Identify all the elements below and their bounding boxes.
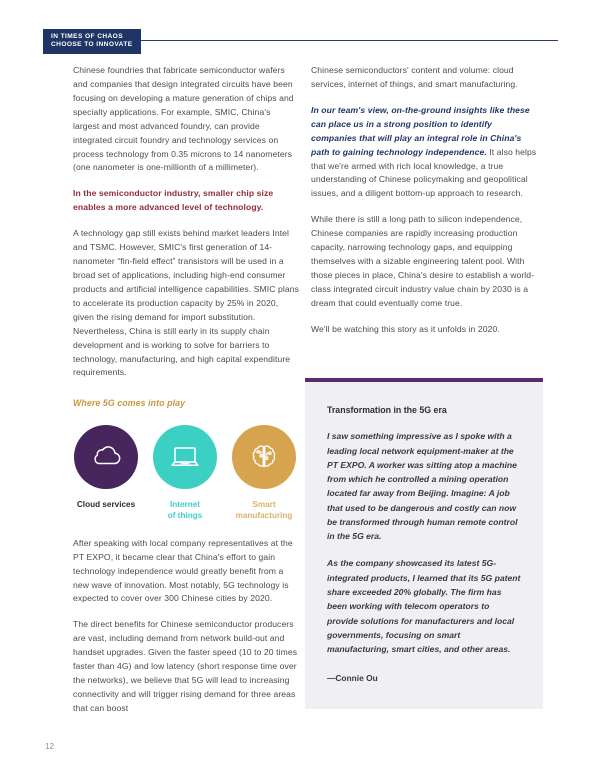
right-column (311, 64, 537, 337)
feature-internet-of-things (152, 425, 218, 521)
left-paragraph-2: A technology gap still exists behind market leaders Intel and TSMC. However, SMIC's first generation of 14-nanometer “fin-field effect” transistors will be used in a broad set of applications, including high-end consumer products and artificial intelligence capabilities. SMIC plans to accelerate its production capacity by 25% in 2020, given the rising demand for import substitution. Nevertheless, China is still early in its supply chain development and is working to solve for barriers to technology, manufacturing, and high capital expenditure requirements. (73, 228, 299, 378)
left-highlight-callout: In the semiconductor industry, smaller chip size enables a more advanced level of technology. (73, 188, 274, 213)
page-header (43, 29, 558, 53)
right-emphasis-paragraph (311, 104, 537, 201)
feature-icon-row (73, 425, 299, 521)
pull-quote-paragraph-1: I saw something impressive as I spoke with a leading local network equipment-maker at the PT EXPO. A worker was sitting atop a machine from which he controlled a mining operation located far away from Beijing. Imagine: A job that used to be dangerous and costly can now be transformed through human remote control in the 5G era. (327, 431, 518, 542)
right-paragraph-3: We'll be watching this story as it unfolds in 2020. (311, 323, 500, 334)
feature-cloud-services (73, 425, 139, 521)
page-number: 12 (45, 742, 54, 751)
feature-smart-manufacturing (231, 425, 297, 521)
badge-line-2 (51, 41, 133, 49)
iot-label-line-2: of things (167, 510, 203, 520)
smart-manufacturing-label (236, 499, 293, 521)
left-subheading: Where 5G comes into play (73, 398, 186, 409)
badge-line-2-prefix: CHOOSE TO (51, 41, 97, 49)
brain-circuit-icon (232, 425, 296, 489)
badge-line-2-emphasis: INNOVATE (96, 41, 133, 49)
internet-of-things-label (168, 499, 203, 521)
left-paragraph-3: After speaking with local company representatives at the PT EXPO, it became clear that China's effort to gain technology independence would greatly benefit from a new wave of innovation. Most notably, 5G technology is expected to cover over 300 Chinese cities by 2020. (73, 537, 293, 604)
right-emphasis-text: In our team's view, on-the-ground insights like these can place us in a strong position to identify companies that will play an integral role in China's path to gaining technology independence. (311, 104, 530, 157)
smart-label-line-2: manufacturing (235, 510, 293, 520)
left-paragraph-4: The direct benefits for Chinese semiconductor producers are vast, including demand from network build-out and handset upgrades. Given the faster speed (10 to 20 times faster than 4G) and low latency (short response time over the networks), we believe that 5G will lead to increasing connectivity and will trigger rising demand for three areas that can boost (73, 619, 298, 713)
right-emphasis-tail: It also helps that we're armed with rich local knowledge, a true understanding of Chinese policymaking and geopolitical issues, and a diligent bottom-up approach to research. (311, 146, 537, 199)
pull-quote-attribution: —Connie Ou (327, 673, 378, 684)
right-paragraph-2: While there is still a long path to silicon independence, Chinese companies are rapidly increasing production capacity, narrowing technology gaps, and equipping themselves with a sizable engineering talent pool. With those pieces in place, China's desire to establish a world-class integrated circuit industry value chain by 2030 is a dream that could eventually come true. (311, 214, 535, 308)
left-column (73, 64, 299, 716)
pull-quote-paragraph-2: As the company showcased its latest 5G-integrated products, I learned that its 5G patent share exceeded 20% globally. The firm has been working with telecom operators to provide solutions for manufacturers and local governments, focusing on smart manufacturing, smart cities, and other areas. (327, 558, 521, 655)
left-paragraph-1: Chinese foundries that fabricate semiconductor wafers and companies that design integrated circuits have been focusing on developing a mature generation of chips and specialty applications. For example, SMIC, China's largest and most advanced foundry, can provide integrated circuit foundry and technology services on process technology from 0.35 microns to 14 nanometers (one nanometer is one-millionth of a millimeter). (73, 65, 294, 173)
cloud-icon (74, 425, 138, 489)
pull-quote-title: Transformation in the 5G era (327, 405, 447, 415)
smart-label-line-1: Smart (252, 499, 276, 509)
right-paragraph-1: Chinese semiconductors' content and volume: cloud services, internet of things, and smart manufacturing. (311, 65, 518, 89)
laptop-icon (153, 425, 217, 489)
report-title-badge (43, 29, 141, 54)
pull-quote-box (305, 378, 543, 709)
badge-line-1: IN TIMES OF CHAOS (51, 33, 124, 40)
iot-label-line-1: Internet (169, 499, 201, 509)
cloud-services-label: Cloud services (76, 499, 136, 509)
